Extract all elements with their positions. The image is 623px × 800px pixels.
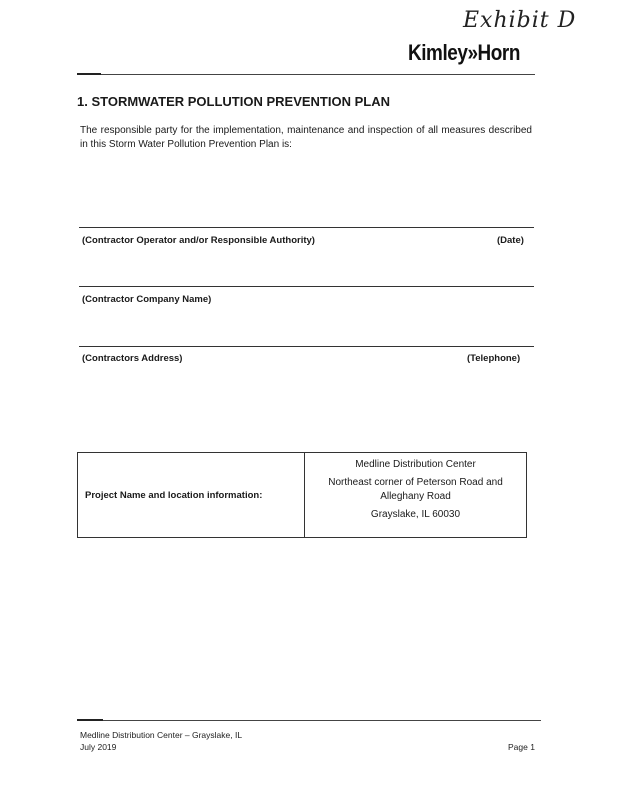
date-label: (Date) [497,235,524,246]
company-signature-line[interactable] [79,286,534,287]
section-heading: 1. STORMWATER POLLUTION PREVENTION PLAN [77,94,390,109]
footer-page-number: Page 1 [508,742,535,752]
address-label: (Contractors Address) [82,353,183,364]
header-rule-accent [77,73,101,75]
project-info-value-cell [305,453,526,537]
project-info-label-cell [78,453,305,537]
operator-signature-line[interactable] [79,227,534,228]
footer-rule [77,720,541,721]
company-label: (Contractor Company Name) [82,294,212,305]
telephone-label: (Telephone) [467,353,521,364]
project-location: Northeast corner of Peterson Road and Alleghany Road [328,477,503,502]
exhibit-handwritten-mark: Exhibit D [463,8,577,33]
project-info-label: Project Name and location information: [85,489,263,501]
company-logo: Kimley»Horn [408,40,520,65]
footer-project: Medline Distribution Center – Grayslake, IL [80,730,243,740]
header-rule [77,74,535,75]
operator-label: (Contractor Operator and/or Responsible Authority) [82,235,315,246]
intro-paragraph: The responsible party for the implementation, maintenance and inspection of all measures described in this Storm Water Pollution Prevention Plan is: [80,125,532,150]
footer-date: July 2019 [80,742,117,752]
footer-rule-accent [77,719,103,721]
project-info-table [77,452,527,538]
project-city: Grayslake, IL 60030 [370,509,461,520]
address-signature-line[interactable] [79,346,534,347]
project-name: Medline Distribution Center [355,459,476,470]
